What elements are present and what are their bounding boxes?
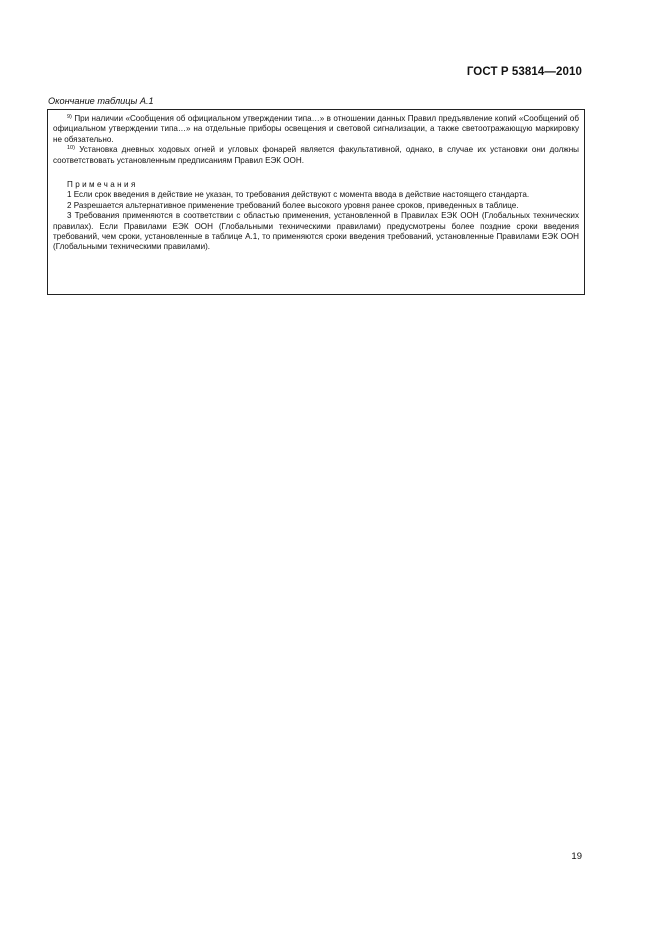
table-continuation-caption: Окончание таблицы А.1 (48, 96, 154, 106)
note-2: 2 Разрешается альтернативное применение требований более высокого уровня ранее сроков, приведенных в таблице. (67, 200, 519, 210)
footnote-10-text: Установка дневных ходовых огней и угловых фонарей является факультативной, однако, в случае их установки они должны соответствовать установленным предписаниям Правил ЕЭК ООН. (53, 145, 579, 165)
notes-section (53, 180, 579, 253)
footnote-10-mark: 10) (67, 145, 75, 152)
footnote-9 (53, 114, 579, 145)
document-code: ГОСТ Р 53814—2010 (466, 66, 582, 78)
note-1: 1 Если срок введения в действие не указан, то требования действуют с момента ввода в действие настоящего стандарта. (67, 190, 530, 200)
footnote-10 (53, 145, 579, 166)
notes-title: Примечания (67, 180, 138, 190)
footnote-9-text: При наличии «Сообщения об официальном утверждении типа…» в отношении данных Правил предъявление копий «Сообщений об официальном утверждении типа…» на отдельные приборы освещения и световой сигнализации, а также светоотражающую маркировку не обязательно. (53, 114, 580, 144)
note-3: 3 Требования применяются в соответствии с областью применения, установленной в Правилах ЕЭК ООН (Глобальных технических правилах). Если Правилами ЕЭК ООН (Глобальными техническими правилами) предусмотрены более поздние сроки введения требований, чем сроки, установленные в таблице А.1, то применяются сроки введения требований, установленные Правилами ЕЭК ООН (Глобальными техническими правилами). (53, 211, 579, 252)
footnote-9-mark: 9) (67, 114, 72, 120)
table-end-cell (47, 109, 585, 295)
page-number: 19 (571, 851, 582, 862)
